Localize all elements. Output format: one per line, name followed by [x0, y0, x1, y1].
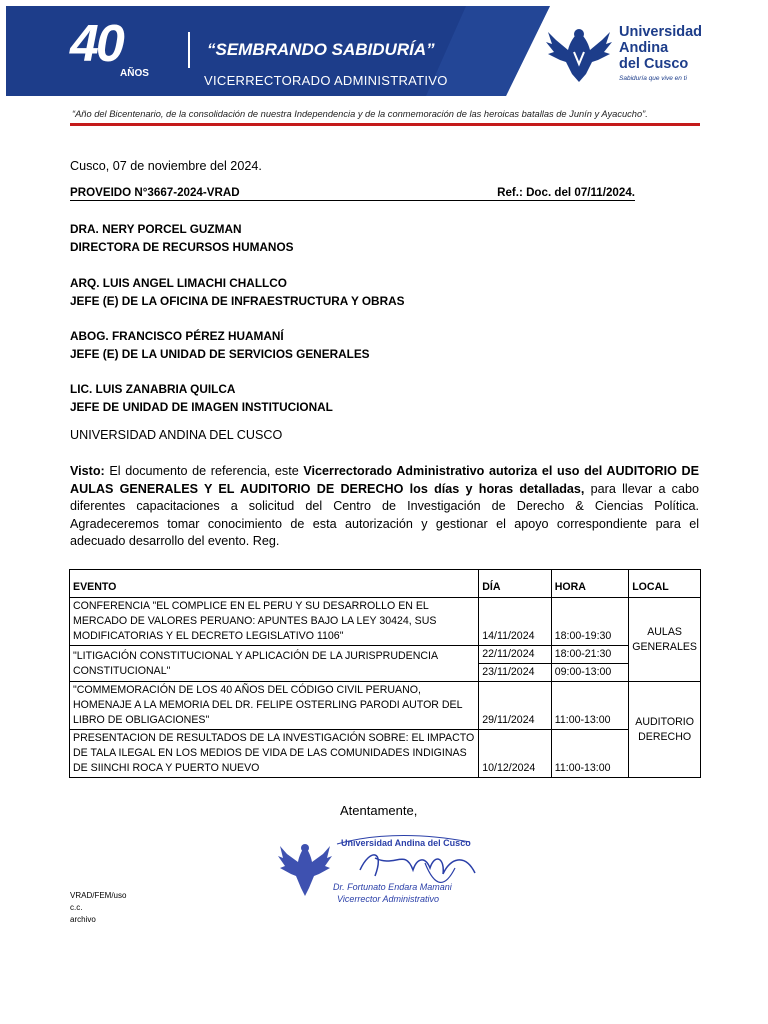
footer-line: archivo: [70, 915, 96, 924]
header-rule: [70, 123, 700, 126]
visto-text: para llevar a cabo diferentes capacitaciones a solicitud del Centro de Investigación de Derecho & Ciencias Política. Agradeceremos tomar conocimiento de esta autorización y gestionar el apoyo correspondiente para el adecuado desarrollo del evento. Reg.: [70, 481, 699, 549]
column-header: DÍA: [479, 570, 552, 598]
signer-position: Vicerrector Administrativo: [337, 894, 440, 904]
signer-name: Dr. Fortunato Endara Mamani: [333, 882, 452, 892]
header-divider: [188, 32, 190, 68]
recipient-name: ABOG. FRANCISCO PÉREZ HUAMANÍ: [70, 329, 284, 343]
recipient-name: LIC. LUIS ZANABRIA QUILCA: [70, 382, 236, 396]
university-name: [619, 24, 729, 72]
visto-text: El documento de referencia, este: [104, 464, 304, 478]
table-row: [70, 682, 701, 730]
table-row: [70, 730, 701, 778]
footer-references: [70, 890, 126, 926]
events-table: [69, 569, 701, 778]
column-header: EVENTO: [70, 570, 479, 598]
header-office: VICERRECTORADO ADMINISTRATIVO: [204, 73, 448, 88]
event-cell: "COMMEMORACIÓN DE LOS 40 AÑOS DEL CÓDIGO CIVIL PERUANO, HOMENAJE A LA MEMORIA DEL DR. FELIPE OSTERLING PARODI AUTOR DEL LIBRO DE OBLIGACIONES": [70, 682, 479, 730]
table-row: [70, 646, 701, 664]
closing: Atentamente,: [340, 803, 418, 818]
recipient: [70, 274, 404, 310]
date-cell: 29/11/2024: [479, 682, 552, 730]
time-cell: 11:00-13:00: [551, 682, 628, 730]
anniversary-word: AÑOS: [120, 68, 149, 79]
date-cell: 14/11/2024: [479, 598, 552, 646]
proveido-number: PROVEIDO N°3667-2024-VRAD: [70, 186, 240, 199]
table-row: [70, 598, 701, 646]
signature-seal: [275, 828, 490, 924]
visto-paragraph: [70, 463, 699, 551]
column-header: HORA: [551, 570, 628, 598]
recipient-title: DIRECTORA DE RECURSOS HUMANOS: [70, 240, 294, 254]
proveido-line: [70, 186, 635, 201]
institution-line: UNIVERSIDAD ANDINA DEL CUSCO: [70, 428, 283, 442]
recipient: [70, 220, 294, 256]
column-header: LOCAL: [629, 570, 701, 598]
university-name-line: Andina: [619, 40, 669, 56]
anniversary-logo: [70, 15, 162, 84]
place-date: Cusco, 07 de noviembre del 2024.: [70, 159, 262, 173]
date-cell: 22/11/2024: [479, 646, 552, 664]
reference: Ref.: Doc. del 07/11/2024.: [497, 186, 635, 199]
university-name-line: del Cusco: [619, 56, 689, 72]
year-motto: “Año del Bicentenario, de la consolidación de nuestra Independencia y de la conmemoración de las heroicas batallas de Junín y Ayacucho”.: [72, 109, 648, 119]
anniversary-number: 40: [70, 15, 122, 73]
date-cell: 10/12/2024: [479, 730, 552, 778]
recipient-title: JEFE (E) DE LA OFICINA DE INFRAESTRUCTURA Y OBRAS: [70, 294, 405, 308]
seal-top-text: Universidad Andina del Cusco: [341, 838, 471, 848]
time-cell: 11:00-13:00: [551, 730, 628, 778]
recipient-title: JEFE (E) DE LA UNIDAD DE SERVICIOS GENERALES: [70, 347, 370, 361]
time-cell: 18:00-19:30: [551, 598, 628, 646]
event-cell: "LITIGACIÓN CONSTITUCIONAL Y APLICACIÓN DE LA JURISPRUDENCIA CONSTITUCIONAL": [70, 646, 479, 682]
recipient: [70, 327, 370, 363]
recipient-title: JEFE DE UNIDAD DE IMAGEN INSTITUCIONAL: [70, 400, 333, 414]
event-cell: PRESENTACION DE RESULTADOS DE LA INVESTIGACIÓN SOBRE: EL IMPACTO DE TALA ILEGAL EN LOS MEDIOS DE VIDA DE LAS COMUNIDADES INDIGINAS DE SIINCHI ROCA Y PUERTO NUEVO: [70, 730, 479, 778]
university-tagline: Sabiduría que vive en ti: [619, 75, 687, 82]
table-header-row: [70, 570, 701, 598]
condor-logo-icon: [544, 22, 614, 86]
local-cell: AULAS GENERALES: [629, 598, 701, 682]
recipient: [70, 380, 333, 416]
recipient-name: DRA. NERY PORCEL GUZMAN: [70, 222, 242, 236]
local-cell: AUDITORIO DERECHO: [629, 682, 701, 778]
header-motto: “SEMBRANDO SABIDURÍA”: [207, 40, 435, 59]
university-name-line: Universidad: [619, 24, 702, 40]
visto-label: Visto:: [70, 464, 105, 478]
event-cell: CONFERENCIA "EL COMPLICE EN EL PERU Y SU DESARROLLO EN EL MERCADO DE VALORES PERUANO: APUNTES BAJO LA LEY 30424, SUS MODIFICATORIAS Y EL DECRETO LEGISLATIVO 1106": [70, 598, 479, 646]
date-cell: 23/11/2024: [479, 664, 552, 682]
visto-bold-text: Vicerrectorado Administrativo autoriza el uso del AUDITORIO DE AULAS GENERALES Y EL AUDITORIO DE DERECHO los días y horas detalladas,: [70, 464, 699, 496]
time-cell: 18:00-21:30: [551, 646, 628, 664]
time-cell: 09:00-13:00: [551, 664, 628, 682]
recipient-name: ARQ. LUIS ANGEL LIMACHI CHALLCO: [70, 276, 287, 290]
footer-line: VRAD/FEM/uso: [70, 891, 127, 900]
footer-line: c.c.: [70, 903, 83, 912]
